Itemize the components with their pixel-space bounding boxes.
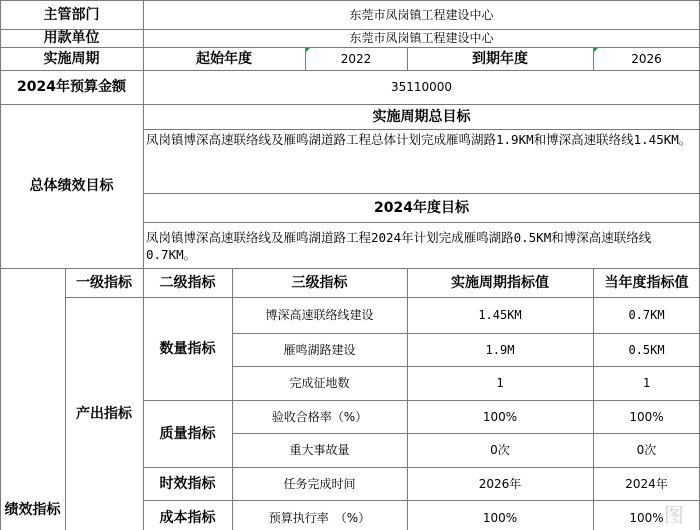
unit-label: 用款单位: [43, 30, 100, 46]
watermark-logo: 图: [664, 503, 686, 527]
row-period-value: 100%: [482, 409, 518, 424]
header-level2: 二级指标: [159, 274, 216, 291]
dept-value: 东莞市凤岗镇工程建设中心: [349, 7, 494, 22]
overall-goal-label: 总体绩效目标: [29, 178, 114, 194]
row-year-value: 0.5KM: [628, 342, 665, 357]
row-name: 任务完成时间: [283, 476, 356, 491]
year-goal-text: 凤岗镇博深高速联络线及雁鸣湖道路工程2024年计划完成雁鸣湖路0.5KM和博深高速联络线0.7KM。: [146, 230, 652, 262]
header-year-value: 当年度指标值: [604, 274, 689, 291]
period-goal-title: 实施周期总目标: [372, 108, 471, 125]
row-period-value: 1.45KM: [478, 308, 522, 322]
header-period-value: 实施周期指标值: [451, 274, 549, 291]
group-quality: 质量指标: [159, 425, 216, 442]
row-name: 预算执行率 （%）: [268, 511, 371, 525]
row-year-value: 100%: [629, 511, 664, 525]
start-year-label: 起始年度: [196, 50, 252, 67]
header-level1: 一级指标: [76, 274, 132, 291]
row-period-value: 0次: [490, 443, 510, 457]
row-period-value: 2026年: [478, 476, 522, 491]
output-indicator-label: 产出指标: [76, 405, 132, 422]
header-level3: 三级指标: [291, 274, 348, 291]
group-quantity: 数量指标: [159, 340, 216, 357]
budget-label: 2024年预算金额: [17, 79, 126, 95]
row-name: 博深高速联络线建设: [265, 308, 374, 322]
row-name: 雁鸣湖路建设: [283, 342, 356, 357]
indicator-section-label: 绩效指标: [4, 502, 61, 518]
end-year-value: 2026: [631, 51, 662, 66]
period-goal-text: 凤岗镇博深高速联络线及雁鸣湖道路工程总体计划完成雁鸣湖路1.9KM和博深高速联络线1.45KM。: [146, 132, 692, 147]
row-period-value: 100%: [482, 511, 518, 525]
row-year-value: 0.7KM: [628, 308, 665, 322]
year-goal-title: 2024年度目标: [374, 199, 469, 216]
row-name: 验收合格率（%）: [271, 409, 368, 424]
row-year-value: 1: [642, 376, 651, 390]
period-label: 实施周期: [43, 50, 100, 67]
unit-value: 东莞市凤岗镇工程建设中心: [349, 31, 494, 45]
dept-label: 主管部门: [43, 6, 100, 23]
budget-value: 35110000: [390, 80, 453, 94]
row-period-value: 1.9M: [485, 342, 515, 357]
group-timeliness: 时效指标: [159, 475, 216, 492]
row-year-value: 100%: [629, 409, 664, 424]
end-year-label: 到期年度: [472, 50, 528, 67]
row-year-value: 0次: [636, 443, 657, 457]
start-year-value: 2022: [340, 51, 372, 66]
row-name: 完成征地数: [289, 376, 350, 390]
row-period-value: 1: [496, 376, 504, 390]
row-year-value: 2024年: [625, 476, 668, 491]
row-name: 重大事故量: [289, 443, 350, 457]
group-cost: 成本指标: [159, 510, 216, 526]
